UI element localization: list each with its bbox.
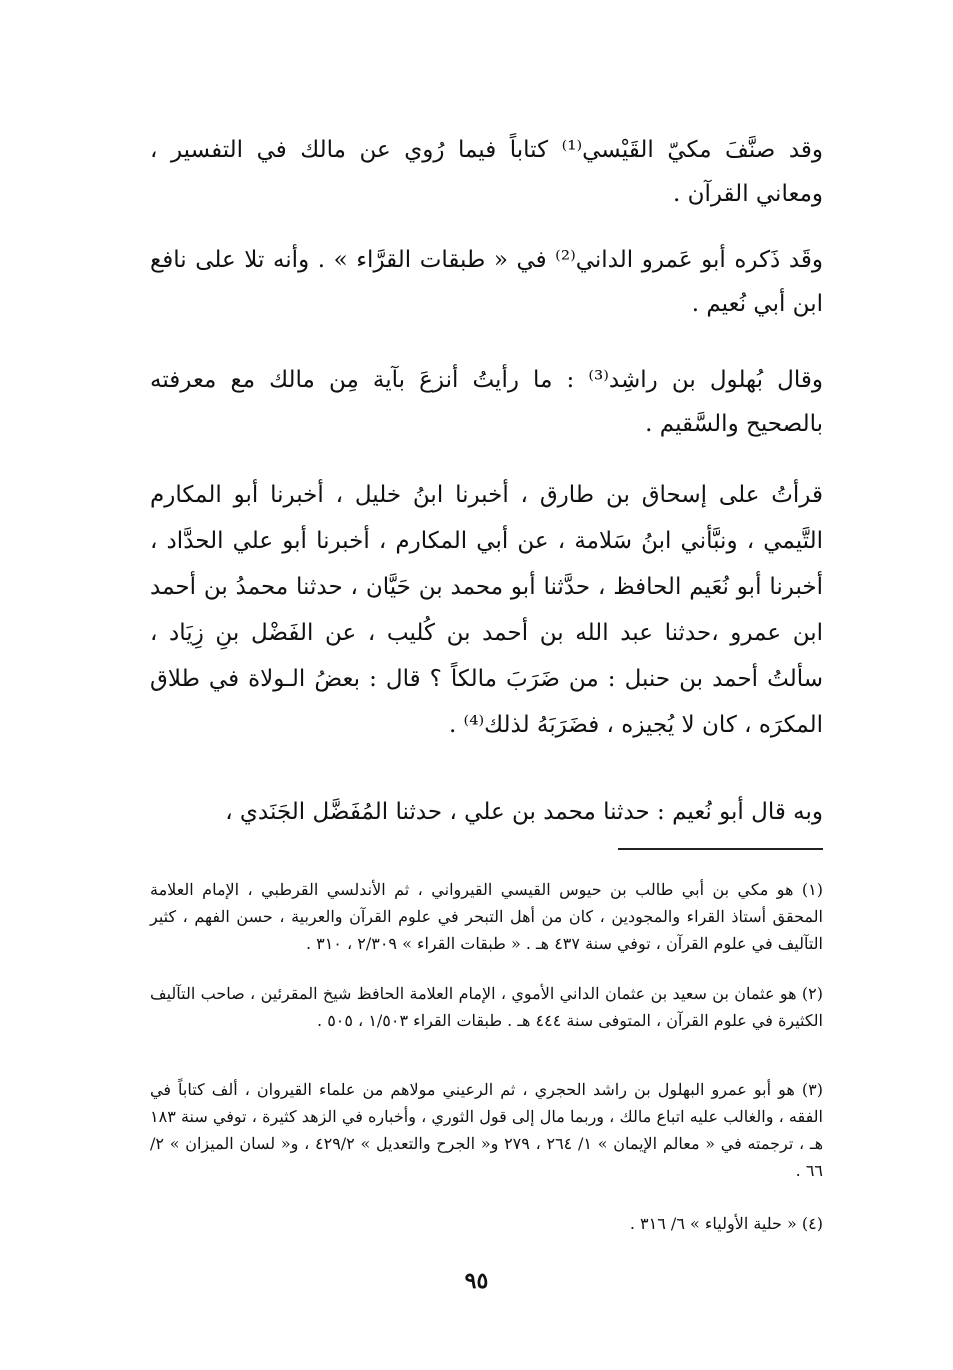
paragraph-buhlul: وقال بُهلول بن راشِد⁽³⁾ : ما رأيتُ أنزعَ بآية مِن مالك مع معرفته بالصحيح والسَّقيم . (150, 367, 823, 437)
footnote-4: (٤) « حلية الأولياء » ٦/ ٣١٦ . (629, 1214, 823, 1233)
paragraph-makki: وقد صنَّفَ مكيّ القَيْسي⁽¹⁾ كتاباً فيما رُوي عن مالك في التفسير ، ومعاني القرآن . (150, 137, 824, 207)
footnote-1: (١) هو مكي بن أبي طالب بن حيوس القيسي القيرواني ، ثم الأندلسي القرطبي ، الإمام العلامة المحقق أستاذ القراء والمجودين ، كان من أهل التبحر في علوم القرآن والعربية ، حسن الفهم ، كثير التآليف في علوم القرآن ، توفي سنة ٤٣٧ هـ . « طبقات القراء » ٢/٣٠٩ ، ٣١٠ . (150, 880, 823, 953)
footnote-3: (٣) هو أبو عمرو البهلول بن راشد الحجري ، ثم الرعيني مولاهم من علماء القيروان ، ألف كتاباً في الفقه ، والغالب عليه اتباع مالك ، وربما مال إلى قول الثوري ، وأخباره في الزهد كثيرة ، توفي سنة ١٨٣ هـ ، ترجمته في « معالم الإيمان » ١/ ٢٦٤ ، ٢٧٩ و« الجرح والتعديل » ٤٢٩/٢ ، و« لسان الميزان » ٢/ ٦٦ . (150, 1080, 824, 1180)
paragraph-dani: وقَد ذَكره أبو عَمرو الداني⁽²⁾ في « طبقات القرَّاء » . وأنه تلا على نافع ابن أبي نُعيم . (150, 247, 823, 317)
footnote-2: (٢) هو عثمان بن سعيد بن عثمان الداني الأموي ، الإمام العلامة الحافظ شيخ المقرئين ، صاحب التآليف الكثيرة في علوم القرآن ، المتوفى سنة ٤٤٤ هـ . طبقات القراء ١/٥٠٣ ، ٥٠٥ . (150, 984, 823, 1030)
paragraph-isnad: قرأتُ على إسحاق بن طارق ، أخبرنا ابنُ خليل ، أخبرنا أبو المكارم التَّيمي ، ونبَّأني ابنُ سَلامة ، عن أبي المكارم ، أخبرنا أبو علي الحدَّاد ، أخبرنا أبو نُعَيم الحافظ ، حدَّثنا أبو محمد بن حَيَّان ، حدثنا محمدُ بن أحمد ابن عمرو ،حدثنا عبد الله بن أحمد بن كُليب ، عن الفَضْل بنِ زِيَاد ، سألتُ أحمد بن حنبل : من ضَرَبَ مالكاً ؟ قال : بعضُ الـولاة في طلاق المكرَه ، كان لا يُجيزه ، فضَرَبَهُ لذلك⁽⁴⁾ . (150, 482, 823, 738)
footnote-separator (618, 848, 823, 850)
paragraph-abu-nuaym: وبه قال أبو نُعيم : حدثنا محمد بن علي ، حدثنا المُفَضَّل الجَنَدي ، (225, 799, 823, 825)
page-number: ٩٥ (464, 1268, 489, 1294)
